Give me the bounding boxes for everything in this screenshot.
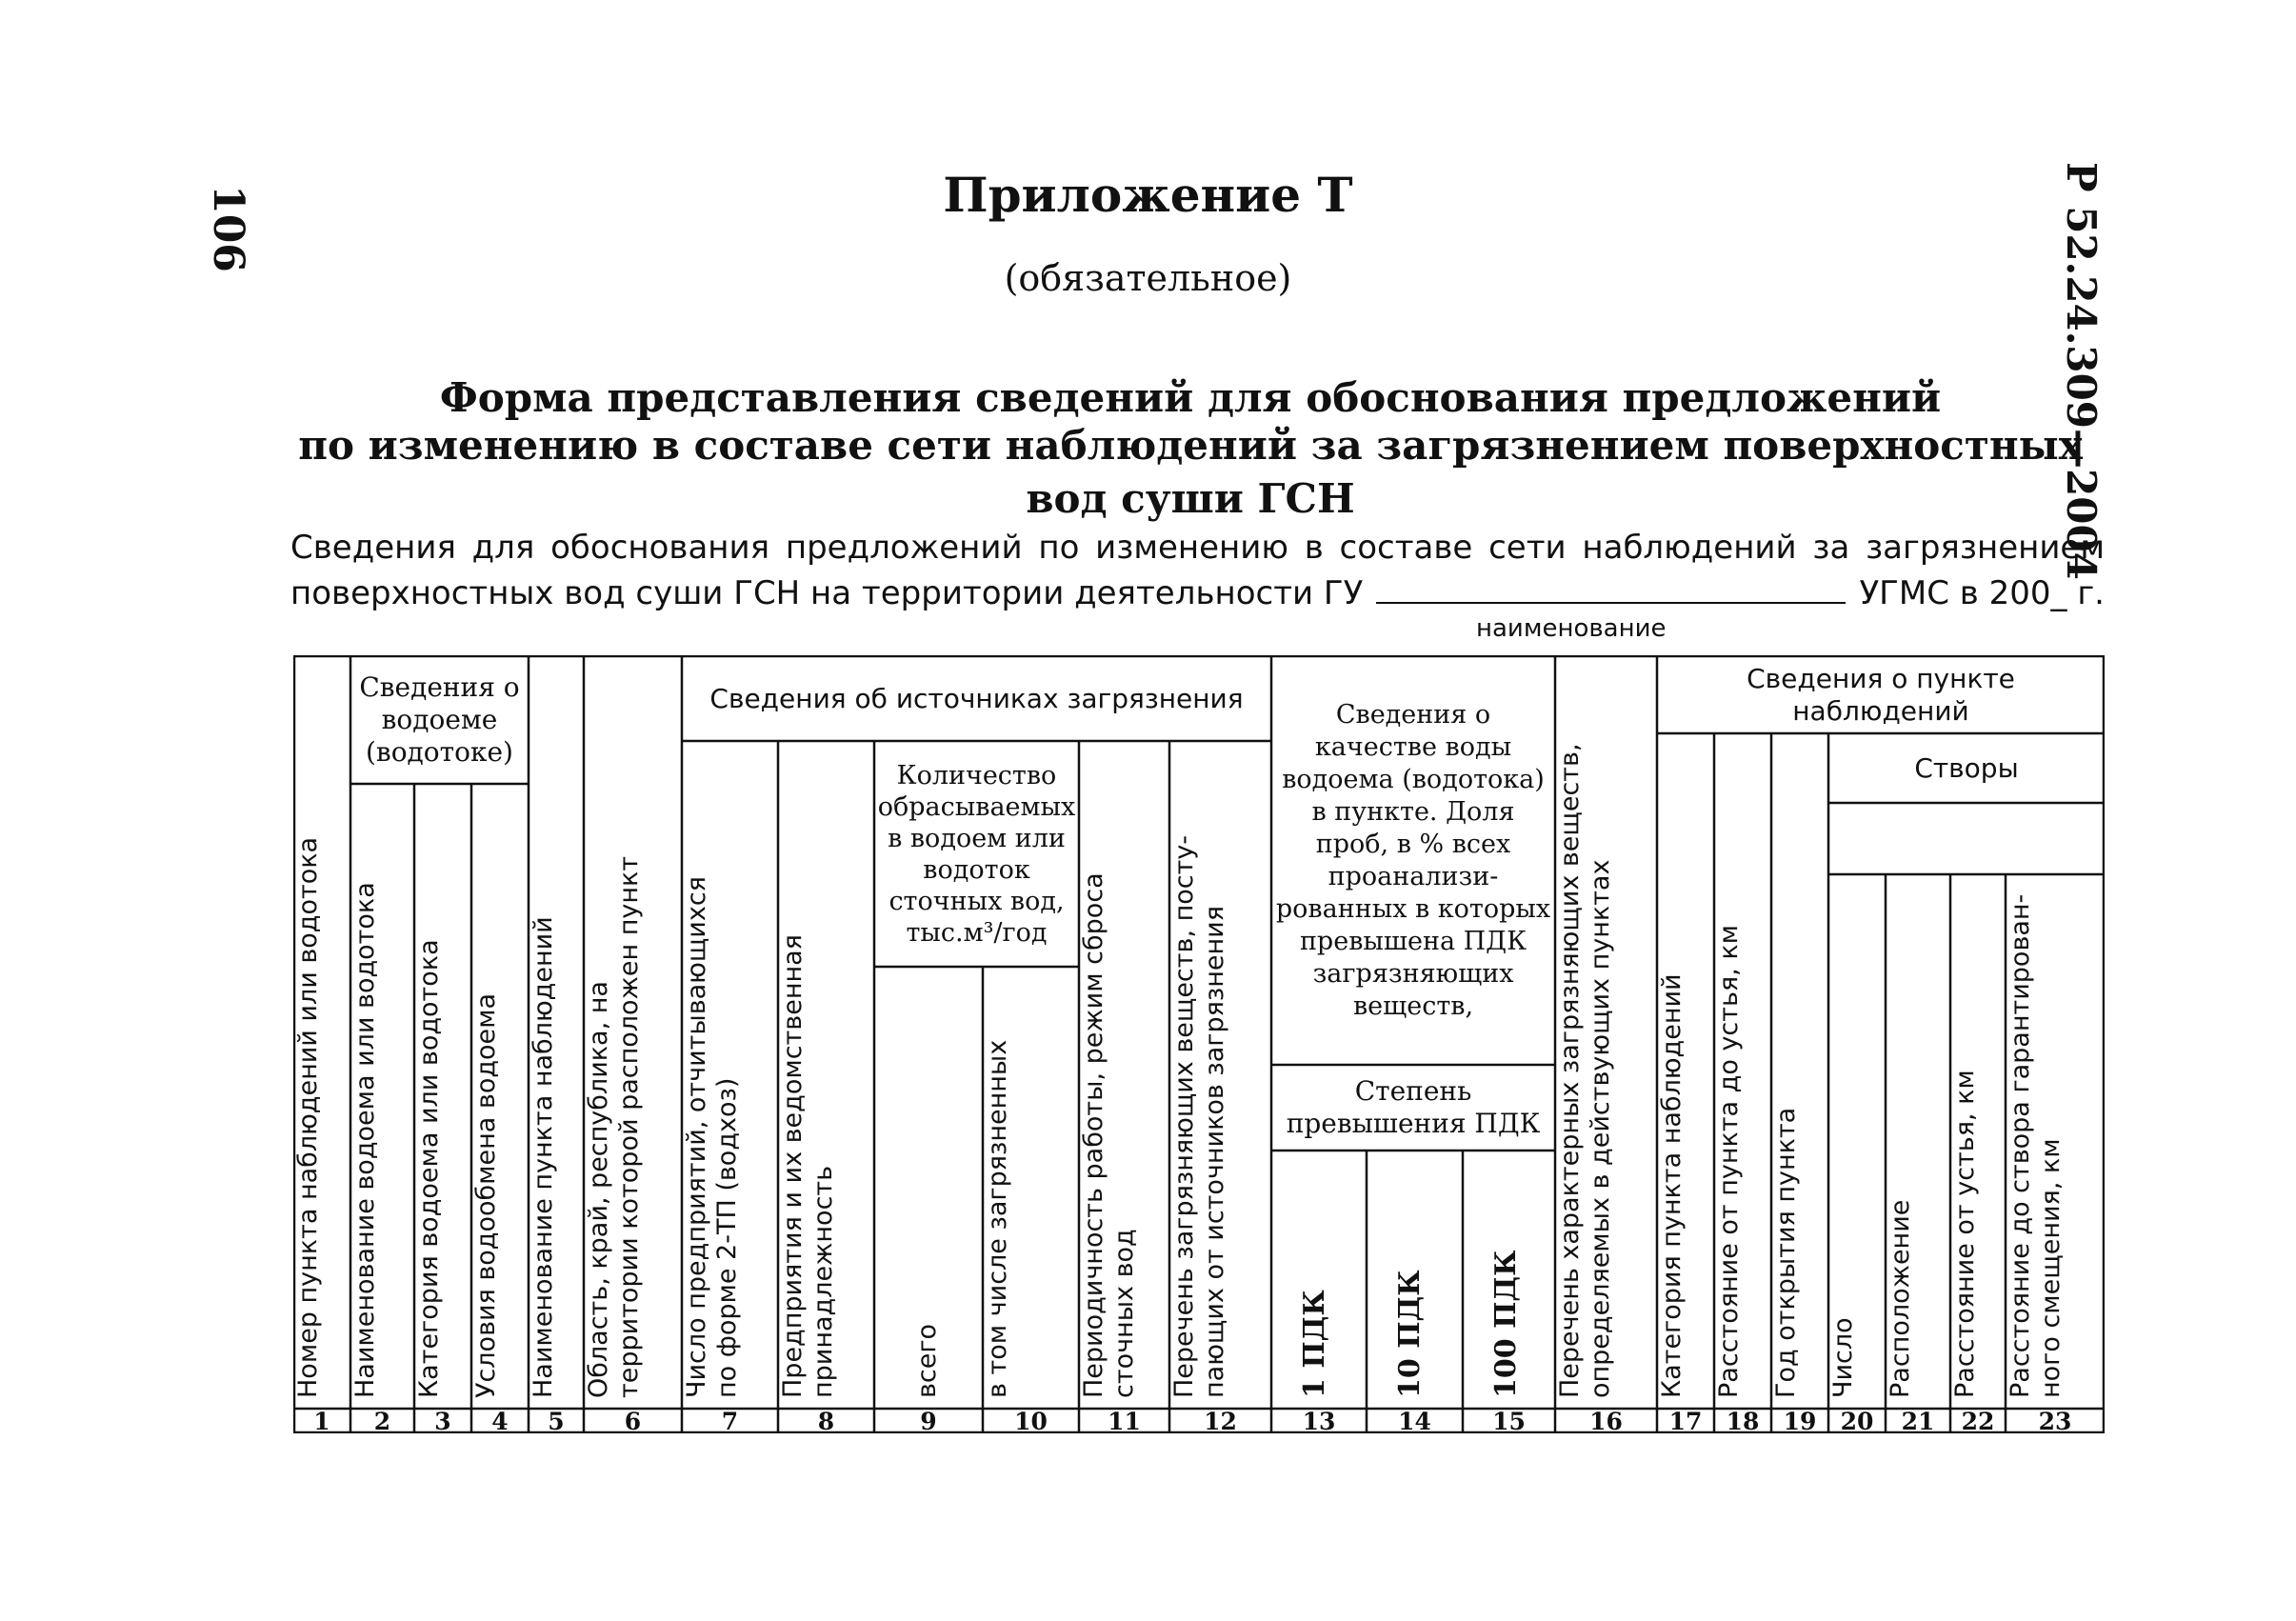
col-number-13: 13 xyxy=(1302,1407,1336,1435)
col-header-16: Перечень характерных загрязняющих веществ, определяемых в действующих пунктах xyxy=(1555,743,1615,1398)
col-number-1: 1 xyxy=(313,1407,330,1435)
col-number-3: 3 xyxy=(434,1407,451,1435)
standard-code: Р 52.24.309—2004 xyxy=(2058,162,2105,580)
col-number-6: 6 xyxy=(624,1407,642,1435)
blank-caption: наименование xyxy=(1476,614,1667,643)
col-number-10: 10 xyxy=(1014,1407,1048,1435)
col-header-1: Номер пункта наблюдений или водотока xyxy=(293,836,323,1398)
col-header-15: 100 ПДК xyxy=(1489,1250,1523,1398)
col-number-15: 15 xyxy=(1492,1407,1526,1435)
col-header-18: Расстояние от пункта до устья, км xyxy=(1714,925,1744,1398)
form-title-line1: Форма представления сведений для обоснования предложений xyxy=(439,374,1942,421)
col-header-14: 10 ПДК xyxy=(1393,1270,1427,1398)
col-header-8: Предприятия и их ведомственная принадлежность xyxy=(778,934,838,1398)
col-number-17: 17 xyxy=(1668,1407,1703,1435)
col-header-6: Область, край, республика, на территории которой расположен пункт xyxy=(584,855,644,1398)
col-number-7: 7 xyxy=(721,1407,739,1435)
col-number-9: 9 xyxy=(920,1407,937,1435)
group-waterbody: Сведения о водоеме (водотоке) xyxy=(359,671,520,768)
col-number-14: 14 xyxy=(1398,1407,1431,1435)
col-header-19: Год открытия пункта xyxy=(1771,1107,1801,1398)
col-number-21: 21 xyxy=(1901,1407,1935,1435)
form-table xyxy=(293,655,2105,1433)
form-title-line2: по изменению в составе сети наблюдений за загрязнением поверхностных вод суши ГСН xyxy=(298,422,2083,522)
col-header-7: Число предприятий, отчитывающихся по форме 2-ТП (водхоз) xyxy=(682,876,742,1398)
group-point: Сведения о пункте наблюдений xyxy=(1747,663,2015,727)
col-number-20: 20 xyxy=(1840,1407,1874,1435)
col-number-19: 19 xyxy=(1783,1407,1817,1435)
col-header-13: 1 ПДК xyxy=(1298,1290,1331,1398)
col-number-16: 16 xyxy=(1589,1407,1623,1435)
col-header-10: в том числе загрязненных xyxy=(983,1039,1012,1398)
col-header-4: Условия водообмена водоема xyxy=(471,992,501,1398)
col-header-22: Расстояние от устья, км xyxy=(1950,1070,1980,1398)
col-number-2: 2 xyxy=(373,1407,391,1435)
group-exceed-degree: Степень превышения ПДК xyxy=(1286,1075,1541,1139)
col-number-23: 23 xyxy=(2038,1407,2072,1435)
col-header-11: Периодичность работы, режим сброса сточных вод xyxy=(1079,872,1139,1398)
group-sources: Сведения об источниках загрязнения xyxy=(709,683,1244,714)
col-number-12: 12 xyxy=(1204,1407,1237,1435)
group-quality: Сведения о качестве воды водоема (водотока) в пункте. Доля проб, в % всех проанализи-рованных в которых превышена ПДК загрязняющих веществ, xyxy=(1275,700,1551,1021)
col-header-20: Число xyxy=(1828,1317,1858,1398)
group-discharge-volume: Количество обрасываемых в водоем или водоток сточных вод, тыс.м³/год xyxy=(877,760,1076,948)
col-number-11: 11 xyxy=(1108,1407,1141,1435)
col-header-17: Категория пункта наблюдений xyxy=(1657,973,1687,1398)
appendix-status: (обязательное) xyxy=(1004,257,1292,299)
col-number-22: 22 xyxy=(1961,1407,1995,1435)
col-header-12: Перечень загрязняющих веществ, посту-пающих от источников загрязнения xyxy=(1169,834,1229,1398)
col-header-5: Наименование пункта наблюдений xyxy=(529,916,558,1398)
col-number-18: 18 xyxy=(1726,1407,1760,1435)
col-header-23: Расстояние до створа гарантирован-ного смещения, км xyxy=(2006,893,2066,1398)
organization-name-blank xyxy=(1376,570,1846,604)
col-header-3: Категория водоема или водотока xyxy=(414,939,444,1398)
intro-line2 xyxy=(290,570,2105,612)
page-number: 106 xyxy=(204,185,253,272)
intro-line2-end: УГМС в 200_ г. xyxy=(1859,574,2105,612)
col-number-5: 5 xyxy=(548,1407,565,1435)
col-header-21: Расположение xyxy=(1886,1199,1915,1398)
col-header-9: всего xyxy=(912,1323,942,1398)
intro-line2-start: поверхностных вод суши ГСН на территории деятельности ГУ xyxy=(290,574,1364,612)
appendix-title: Приложение Т xyxy=(943,167,1353,223)
col-number-4: 4 xyxy=(491,1407,509,1435)
group-sections: Створы xyxy=(1914,751,2019,784)
intro-line1: Сведения для обоснования предложений по изменению в составе сети наблюдений за загрязнением xyxy=(290,529,2105,567)
col-header-2: Наименование водоема или водотока xyxy=(350,882,380,1398)
col-number-8: 8 xyxy=(817,1407,835,1435)
